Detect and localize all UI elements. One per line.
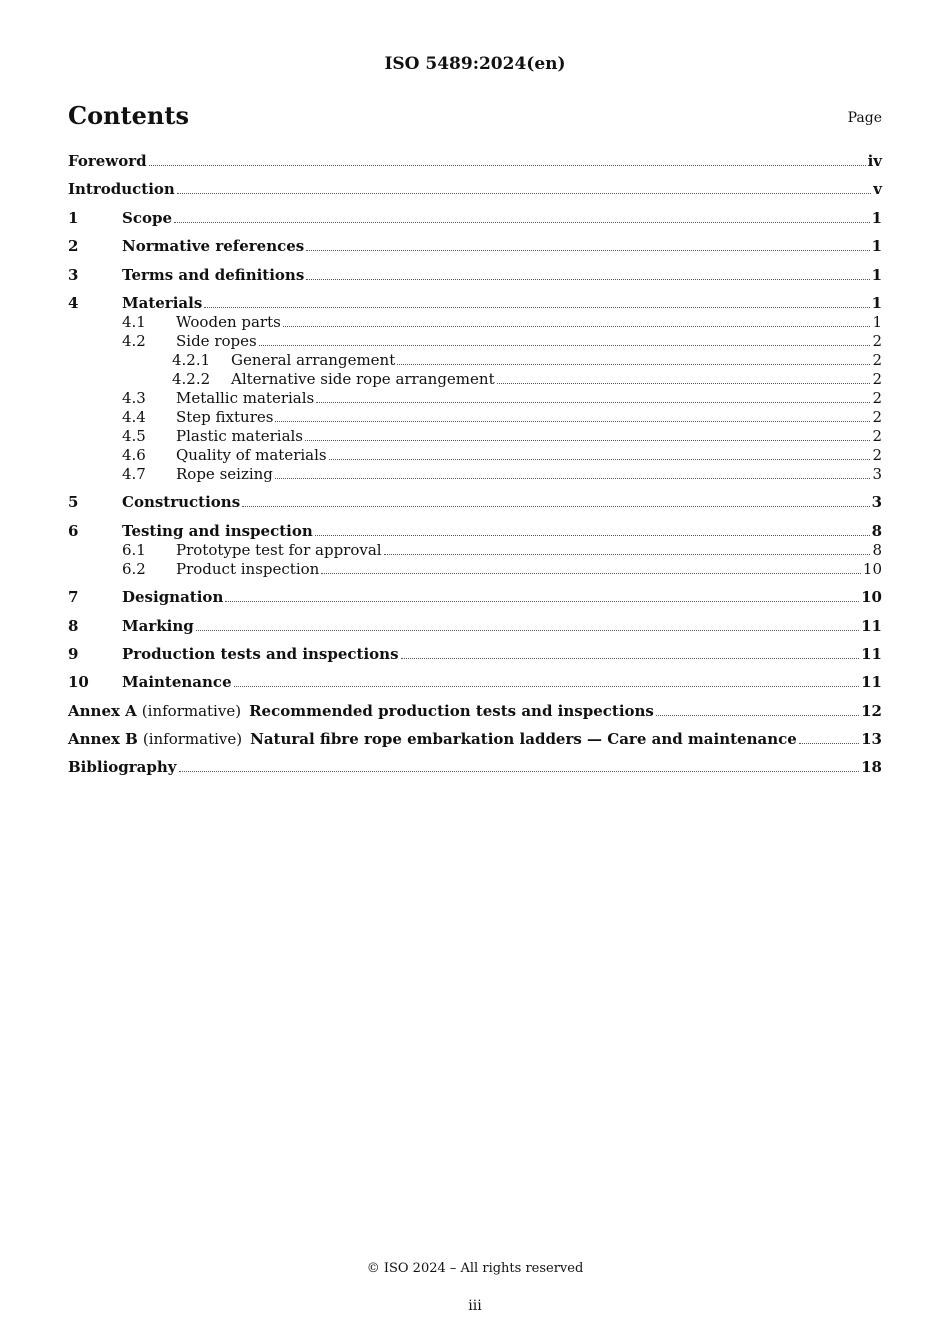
- toc-entry-title: Bibliography: [68, 758, 177, 777]
- toc-page-number: 2: [872, 369, 882, 388]
- toc-entry-alternative-side-rope-arrangement[interactable]: [68, 370, 882, 389]
- toc-entry-designation[interactable]: [68, 588, 882, 607]
- toc-entry-title: Product inspection: [176, 559, 320, 578]
- toc-entry-terms-definitions[interactable]: [68, 266, 882, 285]
- toc-section-number: 4.5: [122, 426, 146, 445]
- toc-entry-title: Plastic materials: [176, 426, 304, 445]
- annex-label: Annex A: [68, 701, 137, 720]
- copyright-footer: © ISO 2024 – All rights reserved: [366, 1261, 584, 1276]
- dot-leader: [384, 550, 871, 555]
- toc-entry-testing-inspection[interactable]: [68, 522, 882, 541]
- page-number: iii: [468, 1298, 482, 1314]
- toc-entry-title: Rope seizing: [176, 464, 273, 483]
- toc-section-number: 2: [68, 237, 79, 256]
- toc-entry-title: Materials: [122, 293, 203, 312]
- toc-entry-step-fixtures[interactable]: [68, 408, 882, 427]
- toc-entry-title: General arrangement: [231, 350, 396, 369]
- dot-leader: [315, 531, 870, 536]
- dot-leader: [305, 436, 870, 441]
- page-column-label: Page: [847, 110, 882, 126]
- dot-leader: [204, 303, 869, 308]
- toc-page-number: 3: [872, 464, 882, 483]
- toc-entry-wooden-parts[interactable]: [68, 313, 882, 332]
- toc-page-number: 10: [862, 559, 882, 578]
- toc-entry-general-arrangement[interactable]: [68, 351, 882, 370]
- toc-section-number: 4.6: [122, 445, 146, 464]
- toc-entry-title: Step fixtures: [176, 407, 274, 426]
- toc-page-number: 1: [871, 237, 882, 256]
- toc-page-number: 13: [861, 730, 882, 749]
- toc-section-number: 4.2.2: [172, 369, 211, 388]
- toc-entry-constructions[interactable]: [68, 493, 882, 512]
- toc-section-number: 4.3: [122, 388, 146, 407]
- toc-entry-prototype-test[interactable]: [68, 541, 882, 560]
- dot-leader: [179, 767, 860, 772]
- dot-leader: [306, 275, 869, 280]
- dot-leader: [275, 474, 871, 479]
- toc-entry-title: Introduction: [68, 180, 175, 199]
- contents-heading: Contents: [68, 101, 189, 130]
- toc-page-number: 12: [861, 701, 882, 720]
- toc-section-number: 4.2: [122, 331, 146, 350]
- toc-section-number: 3: [68, 265, 79, 284]
- toc-page-number: 3: [871, 493, 882, 512]
- dot-leader: [177, 189, 871, 194]
- toc-page-number: 8: [871, 521, 882, 540]
- toc-section-number: 9: [68, 644, 79, 663]
- dot-leader: [283, 322, 871, 327]
- toc-entry-side-ropes[interactable]: [68, 332, 882, 351]
- toc-page-number: 2: [872, 407, 882, 426]
- toc-entry-production-tests[interactable]: [68, 645, 882, 664]
- toc-entry-introduction[interactable]: [68, 180, 882, 199]
- toc-section-number: 5: [68, 493, 79, 512]
- toc-page-number: 10: [861, 588, 882, 607]
- toc-section-number: 4: [68, 293, 79, 312]
- toc-entry-product-inspection[interactable]: [68, 560, 882, 579]
- toc-page-number: 2: [872, 445, 882, 464]
- toc-section-number: 6.2: [122, 559, 146, 578]
- toc-section-number: 1: [68, 208, 79, 227]
- toc-entry-scope[interactable]: [68, 209, 882, 228]
- toc-section-number: 8: [68, 616, 79, 635]
- toc-page-number: 2: [872, 426, 882, 445]
- toc-entry-maintenance[interactable]: [68, 673, 882, 692]
- toc-page-number: iv: [867, 152, 882, 170]
- toc-section-number: 4.2.1: [172, 350, 211, 369]
- toc-entry-title: Quality of materials: [176, 445, 327, 464]
- table-of-contents: [68, 152, 882, 777]
- toc-entry-title: Production tests and inspections: [122, 644, 399, 663]
- toc-entry-title: Alternative side rope arrangement: [231, 369, 495, 388]
- toc-entry-title: Designation: [122, 588, 224, 607]
- toc-page-number: 11: [861, 616, 882, 635]
- toc-entry-metallic-materials[interactable]: [68, 389, 882, 408]
- toc-section-number: 7: [68, 588, 79, 607]
- toc-page-number: 2: [872, 350, 882, 369]
- toc-entry-annex-b[interactable]: [68, 730, 882, 749]
- dot-leader: [275, 417, 870, 422]
- dot-leader: [329, 455, 871, 460]
- dot-leader: [259, 341, 871, 346]
- toc-entry-title: Foreword: [68, 152, 147, 170]
- dot-leader: [225, 597, 859, 602]
- toc-page-number: 2: [872, 388, 882, 407]
- toc-entry-materials[interactable]: [68, 294, 882, 313]
- toc-page-number: 11: [861, 673, 882, 692]
- toc-entry-title: Marking: [122, 616, 194, 635]
- toc-page-number: 1: [872, 312, 882, 331]
- toc-entry-foreword[interactable]: [68, 152, 882, 171]
- toc-entry-title: Scope: [122, 208, 173, 227]
- dot-leader: [196, 626, 859, 631]
- toc-entry-marking[interactable]: [68, 617, 882, 636]
- toc-page-number: 1: [871, 208, 882, 227]
- dot-leader: [656, 711, 859, 716]
- dot-leader: [149, 161, 866, 166]
- toc-entry-quality-of-materials[interactable]: [68, 446, 882, 465]
- toc-entry-title: Recommended production tests and inspections: [249, 701, 654, 720]
- toc-entry-title: Normative references: [122, 237, 305, 256]
- toc-entry-annex-a[interactable]: [68, 702, 882, 721]
- dot-leader: [306, 246, 869, 251]
- annex-type: (informative): [141, 701, 242, 720]
- toc-page-number: v: [873, 180, 882, 199]
- toc-entry-title: Natural fibre rope embarkation ladders — Care and maintenance: [250, 730, 797, 749]
- toc-entry-title: Constructions: [122, 493, 241, 512]
- annex-label: Annex B: [68, 730, 138, 749]
- dot-leader: [316, 398, 870, 403]
- toc-page-number: 18: [861, 758, 882, 777]
- dot-leader: [234, 682, 860, 687]
- toc-section-number: 10: [68, 673, 89, 692]
- toc-entry-bibliography[interactable]: [68, 758, 882, 777]
- toc-entry-title: Prototype test for approval: [176, 540, 382, 559]
- toc-section-number: 4.7: [122, 464, 146, 483]
- toc-entry-normative-references[interactable]: [68, 237, 882, 256]
- toc-entry-title: Metallic materials: [176, 388, 315, 407]
- toc-entry-title: Maintenance: [122, 673, 232, 692]
- dot-leader: [321, 569, 861, 574]
- toc-entry-title: Wooden parts: [176, 312, 281, 331]
- toc-page-number: 1: [871, 293, 882, 312]
- dot-leader: [397, 360, 870, 365]
- toc-page-number: 2: [872, 331, 882, 350]
- toc-section-number: 6.1: [122, 540, 146, 559]
- toc-entry-rope-seizing[interactable]: [68, 465, 882, 484]
- toc-entry-title: Testing and inspection: [122, 521, 313, 540]
- toc-entry-title: Side ropes: [176, 331, 257, 350]
- toc-page-number: 1: [871, 265, 882, 284]
- dot-leader: [799, 739, 859, 744]
- toc-page-number: 11: [861, 644, 882, 663]
- toc-entry-plastic-materials[interactable]: [68, 427, 882, 446]
- dot-leader: [401, 654, 860, 659]
- toc-section-number: 6: [68, 521, 79, 540]
- toc-page-number: 8: [872, 540, 882, 559]
- document-id-header: ISO 5489:2024(en): [384, 54, 566, 74]
- toc-entry-title: Terms and definitions: [122, 265, 305, 284]
- annex-type: (informative): [142, 730, 243, 749]
- toc-section-number: 4.1: [122, 312, 146, 331]
- dot-leader: [242, 502, 869, 507]
- toc-section-number: 4.4: [122, 407, 146, 426]
- dot-leader: [174, 218, 870, 223]
- dot-leader: [497, 379, 871, 384]
